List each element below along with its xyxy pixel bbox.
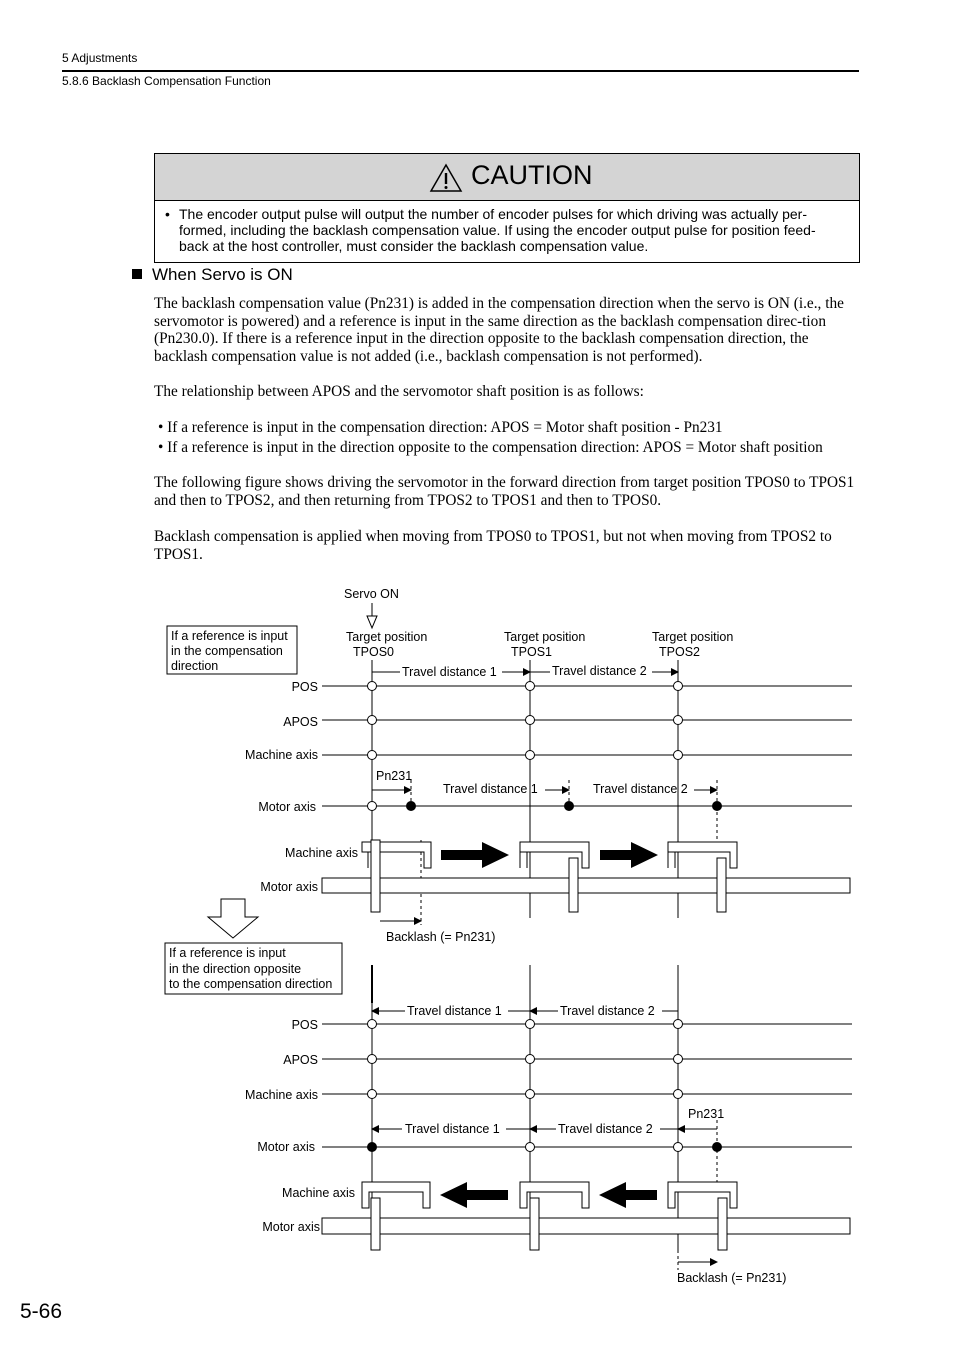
forward-arrow-icon-2 bbox=[600, 842, 658, 868]
motor-dot-bottom-0 bbox=[367, 1142, 377, 1152]
travel1-label-bottom: Travel distance 1 bbox=[407, 1004, 502, 1018]
apos-label-top: APOS bbox=[283, 715, 318, 729]
paragraph-2: The relationship between APOS and the servomotor shaft position is as follows: bbox=[154, 383, 644, 400]
servo-on-label: Servo ON bbox=[344, 587, 399, 601]
travel1-label-motor-bottom: Travel distance 1 bbox=[405, 1122, 500, 1136]
backlash-label-bottom: Backlash (= Pn231) bbox=[677, 1271, 787, 1285]
target-position-label-2: Target position bbox=[652, 630, 734, 644]
caution-bullet: • bbox=[165, 206, 170, 222]
target-position-label-0: Target position bbox=[346, 630, 428, 644]
motor-shaft-bar-bottom bbox=[322, 1218, 850, 1234]
forward-arrow-icon-1 bbox=[441, 842, 509, 868]
section-header: 5.8.6 Backlash Compensation Function bbox=[62, 74, 271, 88]
paragraph-1: The backlash compensation value (Pn231) is added in the compensation direction when the servo is ON (i.e., the servomotor is powered) and a reference is input in the same direction as the backlash compensation direc-tion (Pn230.0). If there is a reference input in the direction opposite to the backlash compensation direction, the backlash compensation value is not added (i.e., backlash compensation is not performed). bbox=[154, 295, 844, 365]
travel1-label-motor-top: Travel distance 1 bbox=[443, 782, 538, 796]
section-title: When Servo is ON bbox=[152, 265, 293, 284]
transition-down-arrow-icon bbox=[208, 899, 258, 938]
motor-axis-label-bottom: Motor axis bbox=[257, 1140, 315, 1154]
tpos2-label: TPOS2 bbox=[659, 645, 700, 659]
travel2-label-top: Travel distance 2 bbox=[552, 664, 647, 678]
tpos1-label: TPOS1 bbox=[511, 645, 552, 659]
page-number: 5-66 bbox=[20, 1300, 63, 1323]
pos-label-bottom: POS bbox=[291, 1018, 318, 1032]
box-bottom-line-3: to the compensation direction bbox=[169, 977, 333, 991]
paragraph-3: The following figure shows driving the servomotor in the forward direction from target position TPOS0 to TPOS1 and then to TPOS2, and then returning from TPOS2 to TPOS1 and then to TPOS0. bbox=[154, 474, 855, 509]
travel2-label-bottom: Travel distance 2 bbox=[560, 1004, 655, 1018]
bullet-item-1: • If a reference is input in the compensation direction: APOS = Motor shaft position - Pn231 bbox=[158, 419, 723, 436]
box-top-line-2: in the compensation bbox=[171, 644, 283, 658]
caution-text: The encoder output pulse will output the number of encoder pulses for which driving was actually per-formed, including the backlash compensation value. If using the encoder output pulse for position feed-back at the host controller, must consider the backlash compensation value. bbox=[179, 206, 816, 254]
travel2-label-motor-bottom: Travel distance 2 bbox=[558, 1122, 653, 1136]
machine-axis-mech-label-bottom: Machine axis bbox=[282, 1186, 355, 1200]
target-position-label-1: Target position bbox=[504, 630, 586, 644]
box-top-line-1: If a reference is input bbox=[171, 629, 288, 643]
travel2-label-motor-top: Travel distance 2 bbox=[593, 782, 688, 796]
motor-axis-mech-label-top: Motor axis bbox=[260, 880, 318, 894]
tpos0-label: TPOS0 bbox=[353, 645, 394, 659]
machine-carriage-bottom-1 bbox=[520, 1182, 589, 1250]
box-bottom-line-1: If a reference is input bbox=[169, 946, 286, 960]
machine-axis-mech-label-top: Machine axis bbox=[285, 846, 358, 860]
motor-shaft-dashed-lines-bottom bbox=[678, 1120, 717, 1270]
pos-label-top: POS bbox=[291, 680, 318, 694]
travel1-label-top: Travel distance 1 bbox=[402, 665, 497, 679]
motor-axis-mech-label-bottom: Motor axis bbox=[262, 1220, 320, 1234]
servo-on-arrow-icon bbox=[367, 616, 377, 628]
bullet-item-2: • If a reference is input in the direction opposite to the compensation direction: APOS = Motor shaft position bbox=[158, 439, 823, 456]
paragraph-4: Backlash compensation is applied when moving from TPOS0 to TPOS1, but not when moving from TPOS2 to TPOS1. bbox=[154, 528, 832, 563]
machine-carriage-bottom-0 bbox=[362, 1182, 430, 1250]
backward-arrow-icon-1 bbox=[440, 1182, 508, 1208]
motor-shaft-bar-top bbox=[322, 878, 850, 893]
backward-arrow-icon-2 bbox=[599, 1182, 657, 1208]
caution-title: CAUTION bbox=[471, 160, 593, 190]
machine-axis-label-top: Machine axis bbox=[245, 748, 318, 762]
backlash-label-top: Backlash (= Pn231) bbox=[386, 930, 496, 944]
apos-label-bottom: APOS bbox=[283, 1053, 318, 1067]
motor-axis-label-top: Motor axis bbox=[258, 800, 316, 814]
machine-axis-label-bottom: Machine axis bbox=[245, 1088, 318, 1102]
box-bottom-line-2: in the direction opposite bbox=[169, 962, 302, 976]
pn231-label-top: Pn231 bbox=[376, 769, 413, 783]
box-top-line-3: direction bbox=[171, 659, 219, 673]
pn231-label-bottom: Pn231 bbox=[688, 1107, 725, 1121]
chapter-header: 5 Adjustments bbox=[62, 51, 138, 65]
